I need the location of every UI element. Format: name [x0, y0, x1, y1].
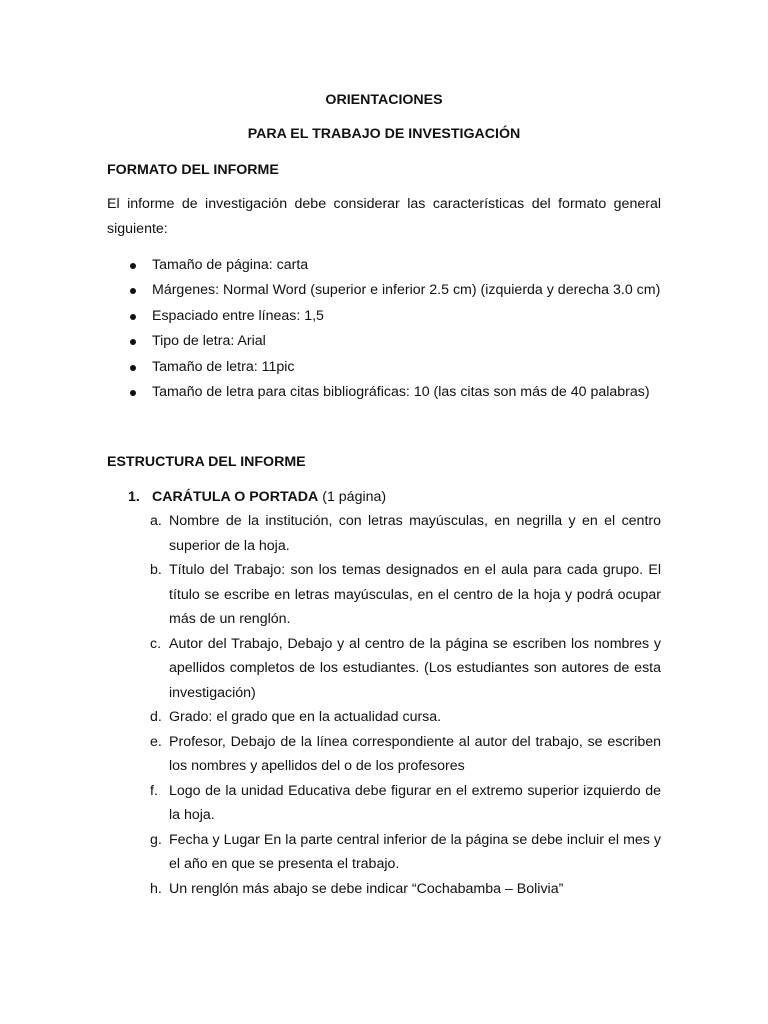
bullet-icon	[130, 339, 136, 345]
list-item-text: Tamaño de página: carta	[152, 257, 309, 273]
list-item	[107, 355, 667, 380]
list-item	[107, 779, 661, 828]
list-item	[107, 329, 667, 354]
list-item-text: Un renglón más abajo se debe indicar “Cochabamba – Bolivia”	[169, 880, 564, 897]
list-item	[107, 877, 661, 902]
list-item-text: Logo de la unidad Educativa debe figurar en el extremo superior izquierdo de la hoja.	[169, 782, 661, 823]
section-title: CARÁTULA O PORTADA	[152, 489, 319, 505]
list-item	[107, 828, 661, 877]
list-item-marker: h.	[150, 880, 162, 897]
list-item-marker: g.	[150, 831, 162, 848]
list-item	[107, 705, 661, 730]
bullet-icon	[130, 365, 136, 371]
document-title: ORIENTACIONES	[325, 92, 443, 108]
bullet-icon	[130, 263, 136, 269]
estructura-heading: ESTRUCTURA DEL INFORME	[107, 454, 306, 470]
list-item-text: Tamaño de letra para citas bibliográficas: 10 (las citas son más de 40 palabras)	[152, 383, 650, 400]
list-item-text: Tipo de letra: Arial	[152, 333, 266, 350]
list-item	[107, 304, 667, 329]
list-item	[107, 632, 661, 706]
bullet-icon	[130, 390, 136, 396]
list-item	[107, 509, 661, 558]
list-item-marker: a.	[150, 513, 162, 529]
caratula-items-list	[107, 509, 667, 901]
list-item-text: Márgenes: Normal Word (superior e inferior 2.5 cm) (izquierda y derecha 3.0 cm)	[152, 282, 661, 299]
list-item	[107, 278, 667, 303]
list-item-marker: b.	[150, 562, 162, 578]
list-item-text: Profesor, Debajo de la línea correspondiente al autor del trabajo, se escriben los nombres y apellidos del o de los profesores	[169, 733, 661, 774]
list-item-marker: d.	[150, 709, 162, 725]
list-item-marker: e.	[150, 733, 162, 750]
document-subtitle: PARA EL TRABAJO DE INVESTIGACIÓN	[247, 126, 521, 142]
list-item-marker: f.	[150, 782, 158, 799]
section-heading	[152, 485, 386, 509]
formato-heading: FORMATO DEL INFORME	[107, 162, 279, 178]
list-item-text: Espaciado entre líneas: 1,5	[152, 307, 324, 324]
formato-list	[107, 253, 667, 405]
bullet-icon	[130, 288, 136, 294]
section-number: 1.	[128, 489, 140, 505]
section-note: (1 página)	[318, 489, 387, 505]
list-item-text: Tamaño de letra: 11pic	[152, 358, 295, 375]
list-item-text: Título del Trabajo: son los temas designados en el aula para cada grupo. El título se escribe en letras mayúsculas, en el centro de la hoja y podrá ocupar más de un renglón.	[169, 562, 661, 627]
list-item-text: Fecha y Lugar En la parte central inferior de la página se debe incluir el mes y el año en que se presenta el trabajo.	[169, 831, 661, 872]
list-item	[107, 558, 661, 632]
list-item-text: Grado: el grado que en la actualidad cursa.	[169, 709, 442, 725]
list-item-text: Nombre de la institución, con letras mayúsculas, en negrilla y en el centro superior de la hoja.	[169, 513, 661, 554]
list-item	[107, 730, 661, 779]
list-item-text: Autor del Trabajo, Debajo y al centro de la página se escriben los nombres y apellidos completos de los estudiantes. (Los estudiantes son autores de esta investigación)	[169, 635, 661, 701]
formato-intro-paragraph: El informe de investigación debe considerar las características del formato general siguiente:	[107, 196, 661, 237]
list-item	[107, 380, 667, 405]
list-item	[107, 253, 667, 278]
bullet-icon	[130, 314, 136, 320]
list-item-marker: c.	[150, 635, 162, 652]
